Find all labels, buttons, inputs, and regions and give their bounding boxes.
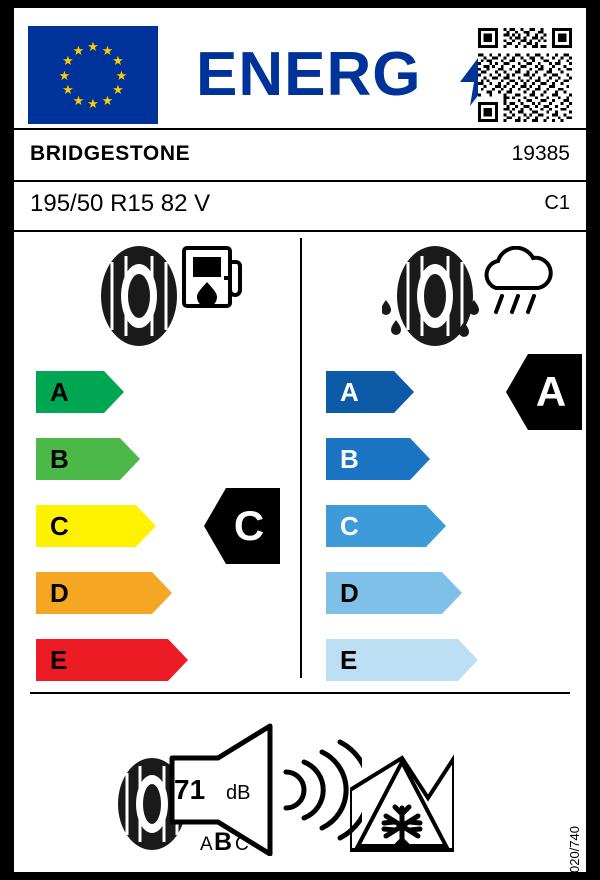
model-code: 19385 (511, 142, 570, 165)
tyre-class: C1 (544, 192, 570, 214)
wet-grade-E-label: E (340, 645, 358, 675)
noise-unit: dB (226, 782, 251, 804)
divider-noise (30, 692, 570, 694)
wet-grade-C (326, 505, 446, 547)
fuel-grade-E-label: E (50, 645, 68, 675)
fuel-result-badge (204, 488, 280, 564)
fuel-pump-icon (182, 246, 244, 308)
wet-grade-B-label: B (340, 444, 359, 474)
rain-cloud-icon (476, 246, 554, 318)
fuel-result-label: C (233, 502, 265, 549)
fuel-grade-C-label: C (50, 511, 69, 541)
qr-code (478, 28, 572, 122)
divider-top (14, 128, 586, 130)
tyre-icon (86, 244, 192, 348)
noise-class-selected-letter: B (214, 828, 234, 856)
wet-result-badge (506, 354, 582, 430)
tyre-size: 195/50 R15 82 V (30, 190, 211, 217)
tyre-wet-icon (382, 244, 488, 348)
divider-vertical (300, 238, 302, 678)
fuel-grade-B-label: B (50, 444, 69, 474)
snowflake-3pmsf-icon (350, 754, 454, 854)
wet-grade-A-label: A (340, 377, 359, 407)
divider-size (14, 230, 586, 232)
fuel-grade-A-label: A (50, 377, 69, 407)
brand-name: BRIDGESTONE (30, 142, 191, 165)
wet-grade-D-label: D (340, 578, 359, 608)
noise-class-selected (214, 828, 233, 857)
wet-grade-D (326, 572, 462, 614)
fuel-grade-D-label: D (50, 578, 69, 608)
wet-grade-E (326, 639, 478, 681)
fuel-grade-A (36, 371, 124, 413)
noise-class-a: A (200, 834, 214, 855)
wet-result-label: A (535, 368, 567, 415)
label-header (28, 26, 572, 124)
energy-label-card (14, 8, 586, 880)
divider-brand (14, 180, 586, 182)
regulation-code: 2020/740 (567, 826, 582, 880)
noise-class-c: C (235, 834, 250, 855)
wet-grade-B (326, 438, 430, 480)
fuel-grade-C (36, 505, 156, 547)
fuel-grade-E (36, 639, 188, 681)
page-title: ENERG (196, 40, 422, 109)
fuel-grade-B (36, 438, 140, 480)
eu-flag: ★ ★ ★ ★ ★ ★ ★ ★ ★ ★ ★ ★ (28, 26, 158, 124)
fuel-grade-D (36, 572, 172, 614)
wet-grade-A (326, 371, 414, 413)
wet-grade-C-label: C (340, 511, 359, 541)
noise-value: 71 (174, 774, 206, 805)
